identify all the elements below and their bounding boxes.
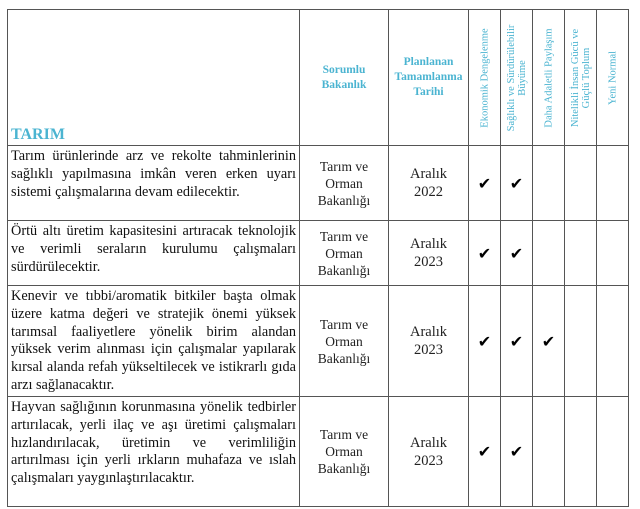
check-cell: [501, 146, 533, 221]
table-row: [8, 146, 629, 221]
header-ministry: Sorumlu Bakanlık: [300, 10, 389, 146]
date-month: Aralık: [409, 166, 448, 182]
check-cell: [565, 286, 597, 397]
ministry-line: Bakanlığı: [317, 461, 371, 476]
check-cell: [597, 146, 629, 221]
row-description: Hayvan sağlığının korunmasına yönelik tedbirler artırılacak, yerli ilaç ve aşı üretimi çalışmaları hızlandırılacak, üretimin ve verimliliğin artırılması için yerli ırkların muhafaza ve ıslah çalışmaları yaygınlaştırılacaktır.: [8, 397, 300, 507]
goal-label-line2: Güçlü Toplum: [580, 47, 592, 108]
check-cell: [469, 397, 501, 507]
row-date: [389, 146, 469, 221]
ministry-line: Tarım ve: [319, 158, 369, 174]
row-date: [389, 397, 469, 507]
goal-label: Sağlıklı ve Sürdürülebilir: [505, 24, 517, 131]
row-ministry: [300, 397, 389, 507]
date-month: Aralık: [409, 324, 448, 340]
ministry-line: Orman: [325, 175, 363, 191]
ministry-line: Orman: [325, 245, 363, 261]
row-description: Örtü altı üretim kapasitesini artıracak teknolojik ve verimli seraların kurulumu çalışmaları sürdürülecektir.: [8, 221, 300, 286]
goal-label: Nitelikli İnsan Gücü ve: [569, 28, 581, 127]
check-cell: [533, 397, 565, 507]
check-icon: ✔: [509, 243, 524, 263]
check-cell: [533, 221, 565, 286]
row-ministry: [300, 221, 389, 286]
header-row: [8, 10, 629, 146]
check-icon: ✔: [509, 442, 524, 461]
date-year: 2023: [414, 254, 443, 270]
row-date: [389, 286, 469, 397]
header-goal-qualified-workforce: [565, 10, 597, 146]
check-icon: ✔: [509, 331, 524, 351]
row-ministry: [300, 286, 389, 397]
check-cell: [565, 146, 597, 221]
ministry-line: Orman: [325, 333, 363, 349]
header-goal-new-normal: [597, 10, 629, 146]
ministry-line: Tarım ve: [319, 228, 369, 244]
check-cell: [565, 397, 597, 507]
ministry-line: Bakanlığı: [317, 350, 371, 366]
goal-label-line2: Büyüme: [516, 59, 528, 96]
check-icon: ✔: [477, 243, 492, 263]
table-row: [8, 397, 629, 507]
goal-label: Ekonomik Dengelenme: [479, 27, 490, 128]
header-date: [389, 10, 469, 146]
header-goal-healthy-sustainable-growth: [501, 10, 533, 146]
table-row: [8, 221, 629, 286]
action-plan-table: [7, 9, 629, 507]
date-month: Aralık: [409, 434, 448, 451]
check-cell: [501, 221, 533, 286]
row-description: Kenevir ve tıbbi/aromatik bitkiler başta olmak üzere katma değeri ve stratejik önemi yüksek tarımsal faaliyetlere yönelik birim alandan yüksek verim alınması için çalışmalar yapılarak kırsal alanda refah yükseltilecek ve istikrarlı gıda arzı sağlanacaktır.: [8, 286, 300, 397]
date-month: Aralık: [409, 236, 448, 252]
check-cell: [469, 221, 501, 286]
row-description: Tarım ürünlerinde arz ve rekolte tahminlerinin sağlıklı yapılmasına imkân veren erken uyarı sistemi çalışmalarına devam edilecektir.: [8, 146, 300, 221]
ministry-line: Orman: [325, 444, 363, 459]
row-ministry: [300, 146, 389, 221]
check-cell: [469, 146, 501, 221]
header-goal-economic-balancing: [469, 10, 501, 146]
check-cell: [597, 286, 629, 397]
date-year: 2022: [414, 184, 443, 200]
ministry-line: Tarım ve: [319, 316, 369, 332]
check-cell: [469, 286, 501, 397]
date-year: 2023: [414, 342, 443, 358]
check-icon: ✔: [477, 442, 492, 461]
header-goal-fair-sharing: [533, 10, 565, 146]
date-year: 2023: [414, 452, 443, 469]
ministry-line: Tarım ve: [319, 427, 369, 442]
sector-title: TARIM: [8, 10, 300, 146]
row-date: [389, 221, 469, 286]
table-row: [8, 286, 629, 397]
check-icon: ✔: [541, 331, 556, 351]
check-cell: [501, 286, 533, 397]
check-cell: [501, 397, 533, 507]
check-icon: ✔: [509, 173, 524, 193]
check-cell: [533, 286, 565, 397]
check-cell: [565, 221, 597, 286]
header-date-text: Planlanan Tamamlanma Tarihi: [394, 56, 463, 98]
ministry-line: Bakanlığı: [317, 262, 371, 278]
check-cell: [597, 221, 629, 286]
goal-label: Daha Adaletli Paylaşım: [543, 27, 554, 128]
check-icon: ✔: [477, 173, 492, 193]
check-icon: ✔: [477, 331, 492, 351]
check-cell: [597, 397, 629, 507]
check-cell: [533, 146, 565, 221]
goal-label: Yeni Normal: [607, 50, 618, 105]
ministry-line: Bakanlığı: [317, 192, 371, 208]
